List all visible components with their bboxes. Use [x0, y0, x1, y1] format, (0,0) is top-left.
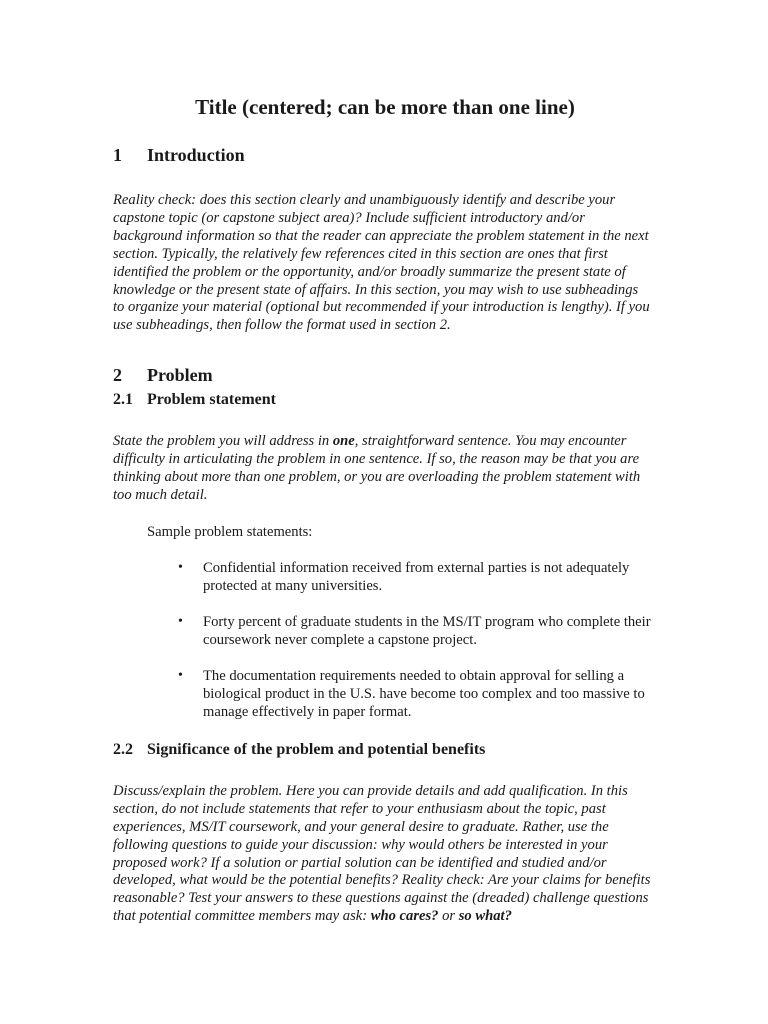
emphasis-who-cares: who cares? [370, 908, 439, 925]
emphasis-so-what: so what? [458, 908, 512, 925]
list-item-text: Confidential information received from external parties is not adequately protected at many universities. [203, 559, 630, 594]
subsection-number: 2.1 [113, 391, 133, 409]
list-item [175, 667, 653, 721]
list-item-text: The documentation requirements needed to obtain approval for selling a biological product in the U.S. have become too complex and too massive to manage effectively in paper format. [203, 667, 645, 720]
paragraph-text: State the problem you will address in [113, 433, 333, 450]
subsection-title: Problem statement [147, 391, 276, 409]
document-title: Title (centered; can be more than one line) [195, 95, 575, 119]
subsection-number: 2.2 [113, 740, 133, 758]
section-heading-introduction [113, 143, 653, 167]
list-item [175, 559, 653, 595]
paragraph-text: , straightforward sentence. You may encounter difficulty in articulating the problem in one sentence. If so, the reason may be that you are thinking about more than one problem, or you are overloading the problem statement with too much detail. [113, 433, 641, 503]
introduction-paragraph: Reality check: does this section clearly and unambiguously identify and describe your capstone topic (or capstone subject area)? Include sufficient introductory and/or background information so that the reader can appreciate the problem statement in the next section. Typically, the relatively few references cited in this section are ones that first identified the problem or the opportunity, and/or broadly summarize the present state of knowledge or the present state of affairs. In this section, you may wish to use subheadings to organize your material (optional but recommended if your introduction is lengthy). If you use subheadings, then follow the format used in section 2. [113, 192, 650, 334]
subsection-heading-problem-statement [113, 389, 653, 411]
section-number: 2 [113, 365, 122, 386]
paragraph-text: or [438, 908, 459, 925]
section-title: Introduction [147, 145, 245, 165]
bullet-icon: • [178, 613, 183, 629]
section-number: 1 [113, 145, 122, 165]
subsection-title: Significance of the problem and potential benefits [147, 740, 486, 758]
section-title: Problem [147, 365, 213, 386]
bullet-icon: • [178, 667, 183, 683]
paragraph-text: Discuss/explain the problem. Here you can provide details and add qualification. In this section, do not include statements that refer to your enthusiasm about the topic, past experiences, MS/IT coursework, and your general desire to graduate. Rather, use the following questions to guide your discussion: why would others be interested in your proposed work? If a solution or partial solution can be identified and studied and/or developed, what would be the potential benefits? Reality check: Are your claims for benefits reasonable? Test your answers to these questions against the (dreaded) challenge questions that potential committee members may ask: [113, 782, 651, 925]
problem-statement-paragraph [113, 433, 653, 505]
emphasis-one: one [332, 433, 355, 450]
subsection-heading-significance [113, 739, 653, 761]
bullet-icon: • [178, 559, 183, 575]
section-heading-problem [113, 363, 653, 387]
significance-paragraph [113, 783, 653, 926]
list-item [175, 613, 653, 649]
sample-statements-list [113, 559, 653, 721]
list-item-text: Forty percent of graduate students in the MS/IT program who complete their coursework never complete a capstone project. [203, 613, 651, 648]
sample-statements-intro: Sample problem statements: [147, 523, 313, 540]
